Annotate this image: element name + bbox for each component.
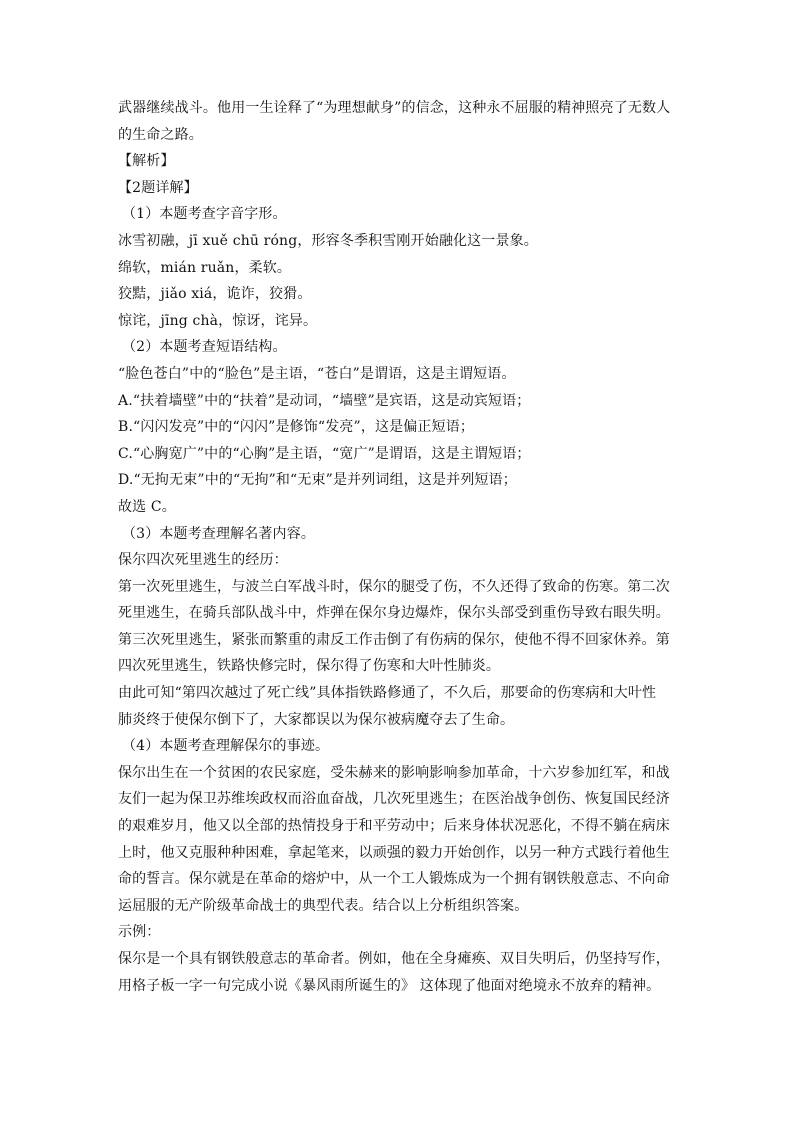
option-c: C.“心胸宽广”中的“心胸”是主语，“宽广”是谓语，这是主谓短语； xyxy=(118,445,531,462)
text-line: 第三次死里逃生，紧张而繁重的肃反工作击倒了有伤病的保尔，使他不得不回家休养。第 xyxy=(118,631,670,648)
document-page xyxy=(118,95,678,999)
answer-line: 故选 C。 xyxy=(118,498,176,515)
text-line: 肺炎终于使保尔倒下了，大家都误以为保尔被病魔夺去了生命。 xyxy=(118,711,515,728)
option-b: B.“闪闪发亮”中的“闪闪”是修饰“发亮”，这是偏正短语； xyxy=(118,419,475,436)
text-line: 武器继续战斗。他用一生诠释了“为理想献身”的信念，这种永不屈服的精神照亮了无数人 xyxy=(118,100,671,116)
subsection-heading: （3）本题考查理解名著内容。 xyxy=(122,525,316,542)
text-line: 的生命之路。 xyxy=(118,126,203,143)
text-line: 命的誓言。保尔就是在革命的熔炉中，从一个工人锻炼成为一个拥有钢铁般意志、不向命 xyxy=(118,871,670,888)
text-line: 死里逃生，在骑兵部队战斗中，炸弹在保尔身边爆炸，保尔头部受到重伤导致右眼失明。 xyxy=(118,605,670,622)
text-line: 示例： xyxy=(118,924,161,941)
text-line: 由此可知“第四次越过了死亡线”具体指铁路修通了，不久后，那要命的伤寒病和大叶性 xyxy=(118,685,657,702)
subsection-heading: （4）本题考查理解保尔的事迹。 xyxy=(122,738,330,755)
section-heading: 【解析】 xyxy=(118,153,175,170)
text-line: 保尔四次死里逃生的经历： xyxy=(118,552,288,569)
text-line: 冰雪初融，jī xuě chū róng，形容冬季积雪刚开始融化这一景象。 xyxy=(118,232,538,249)
text-line: 保尔是一个具有钢铁般意志的革命者。例如，他在全身瘫痪、双目失明后，仍坚持写作， xyxy=(118,951,670,967)
text-line: 狡黠，jiǎo xiá，诡诈，狡猾。 xyxy=(118,286,312,303)
text-line: 保尔出生在一个贫困的农民家庭，受朱赫来的影响影响参加革命，十六岁参加红军，和战 xyxy=(118,764,670,781)
option-d: D.“无拘无束”中的“无拘”和“无束”是并列词组，这是并列短语； xyxy=(118,472,517,489)
text-line: 上时，他又克服种种困难，拿起笔来，以顽强的毅力开始创作，以另一种方式践行着他生 xyxy=(118,844,670,861)
text-line: 惊诧，jīng chà，惊讶，诧异。 xyxy=(118,312,318,329)
text-line: 友们一起为保卫苏维埃政权而浴血奋战，几次死里逃生；在医治战争创伤、恢复国民经济 xyxy=(118,791,670,808)
text-line: 用格子板一字一句完成小说《暴风雨所诞生的》 这体现了他面对绝境永不放弃的精神。 xyxy=(118,977,661,994)
subsection-heading: （2）本题考查短语结构。 xyxy=(122,339,287,356)
text-line: 运屈服的无产阶级革命战士的典型代表。结合以上分析组织答案。 xyxy=(118,897,529,914)
subsection-heading: （1）本题考查字音字形。 xyxy=(122,206,287,223)
text-line: “脸色苍白”中的“脸色”是主语，“苍白”是谓语，这是主谓短语。 xyxy=(118,365,516,382)
text-line: 的艰难岁月，他又以全部的热情投身于和平劳动中；后来身体状况恶化，不得不躺在病床 xyxy=(118,818,670,835)
text-line: 四次死里逃生，铁路快修完时，保尔得了伤寒和大叶性肺炎。 xyxy=(118,658,501,675)
text-line: 第一次死里逃生，与波兰白军战斗时，保尔的腿受了伤，不久还得了致命的伤寒。第二次 xyxy=(118,578,670,595)
section-heading: 【2题详解】 xyxy=(118,179,198,196)
text-line: 绵软，mián ruǎn，柔软。 xyxy=(118,259,292,276)
option-a: A.“扶着墙壁”中的“扶着”是动词，“墙壁”是宾语，这是动宾短语； xyxy=(118,392,531,409)
